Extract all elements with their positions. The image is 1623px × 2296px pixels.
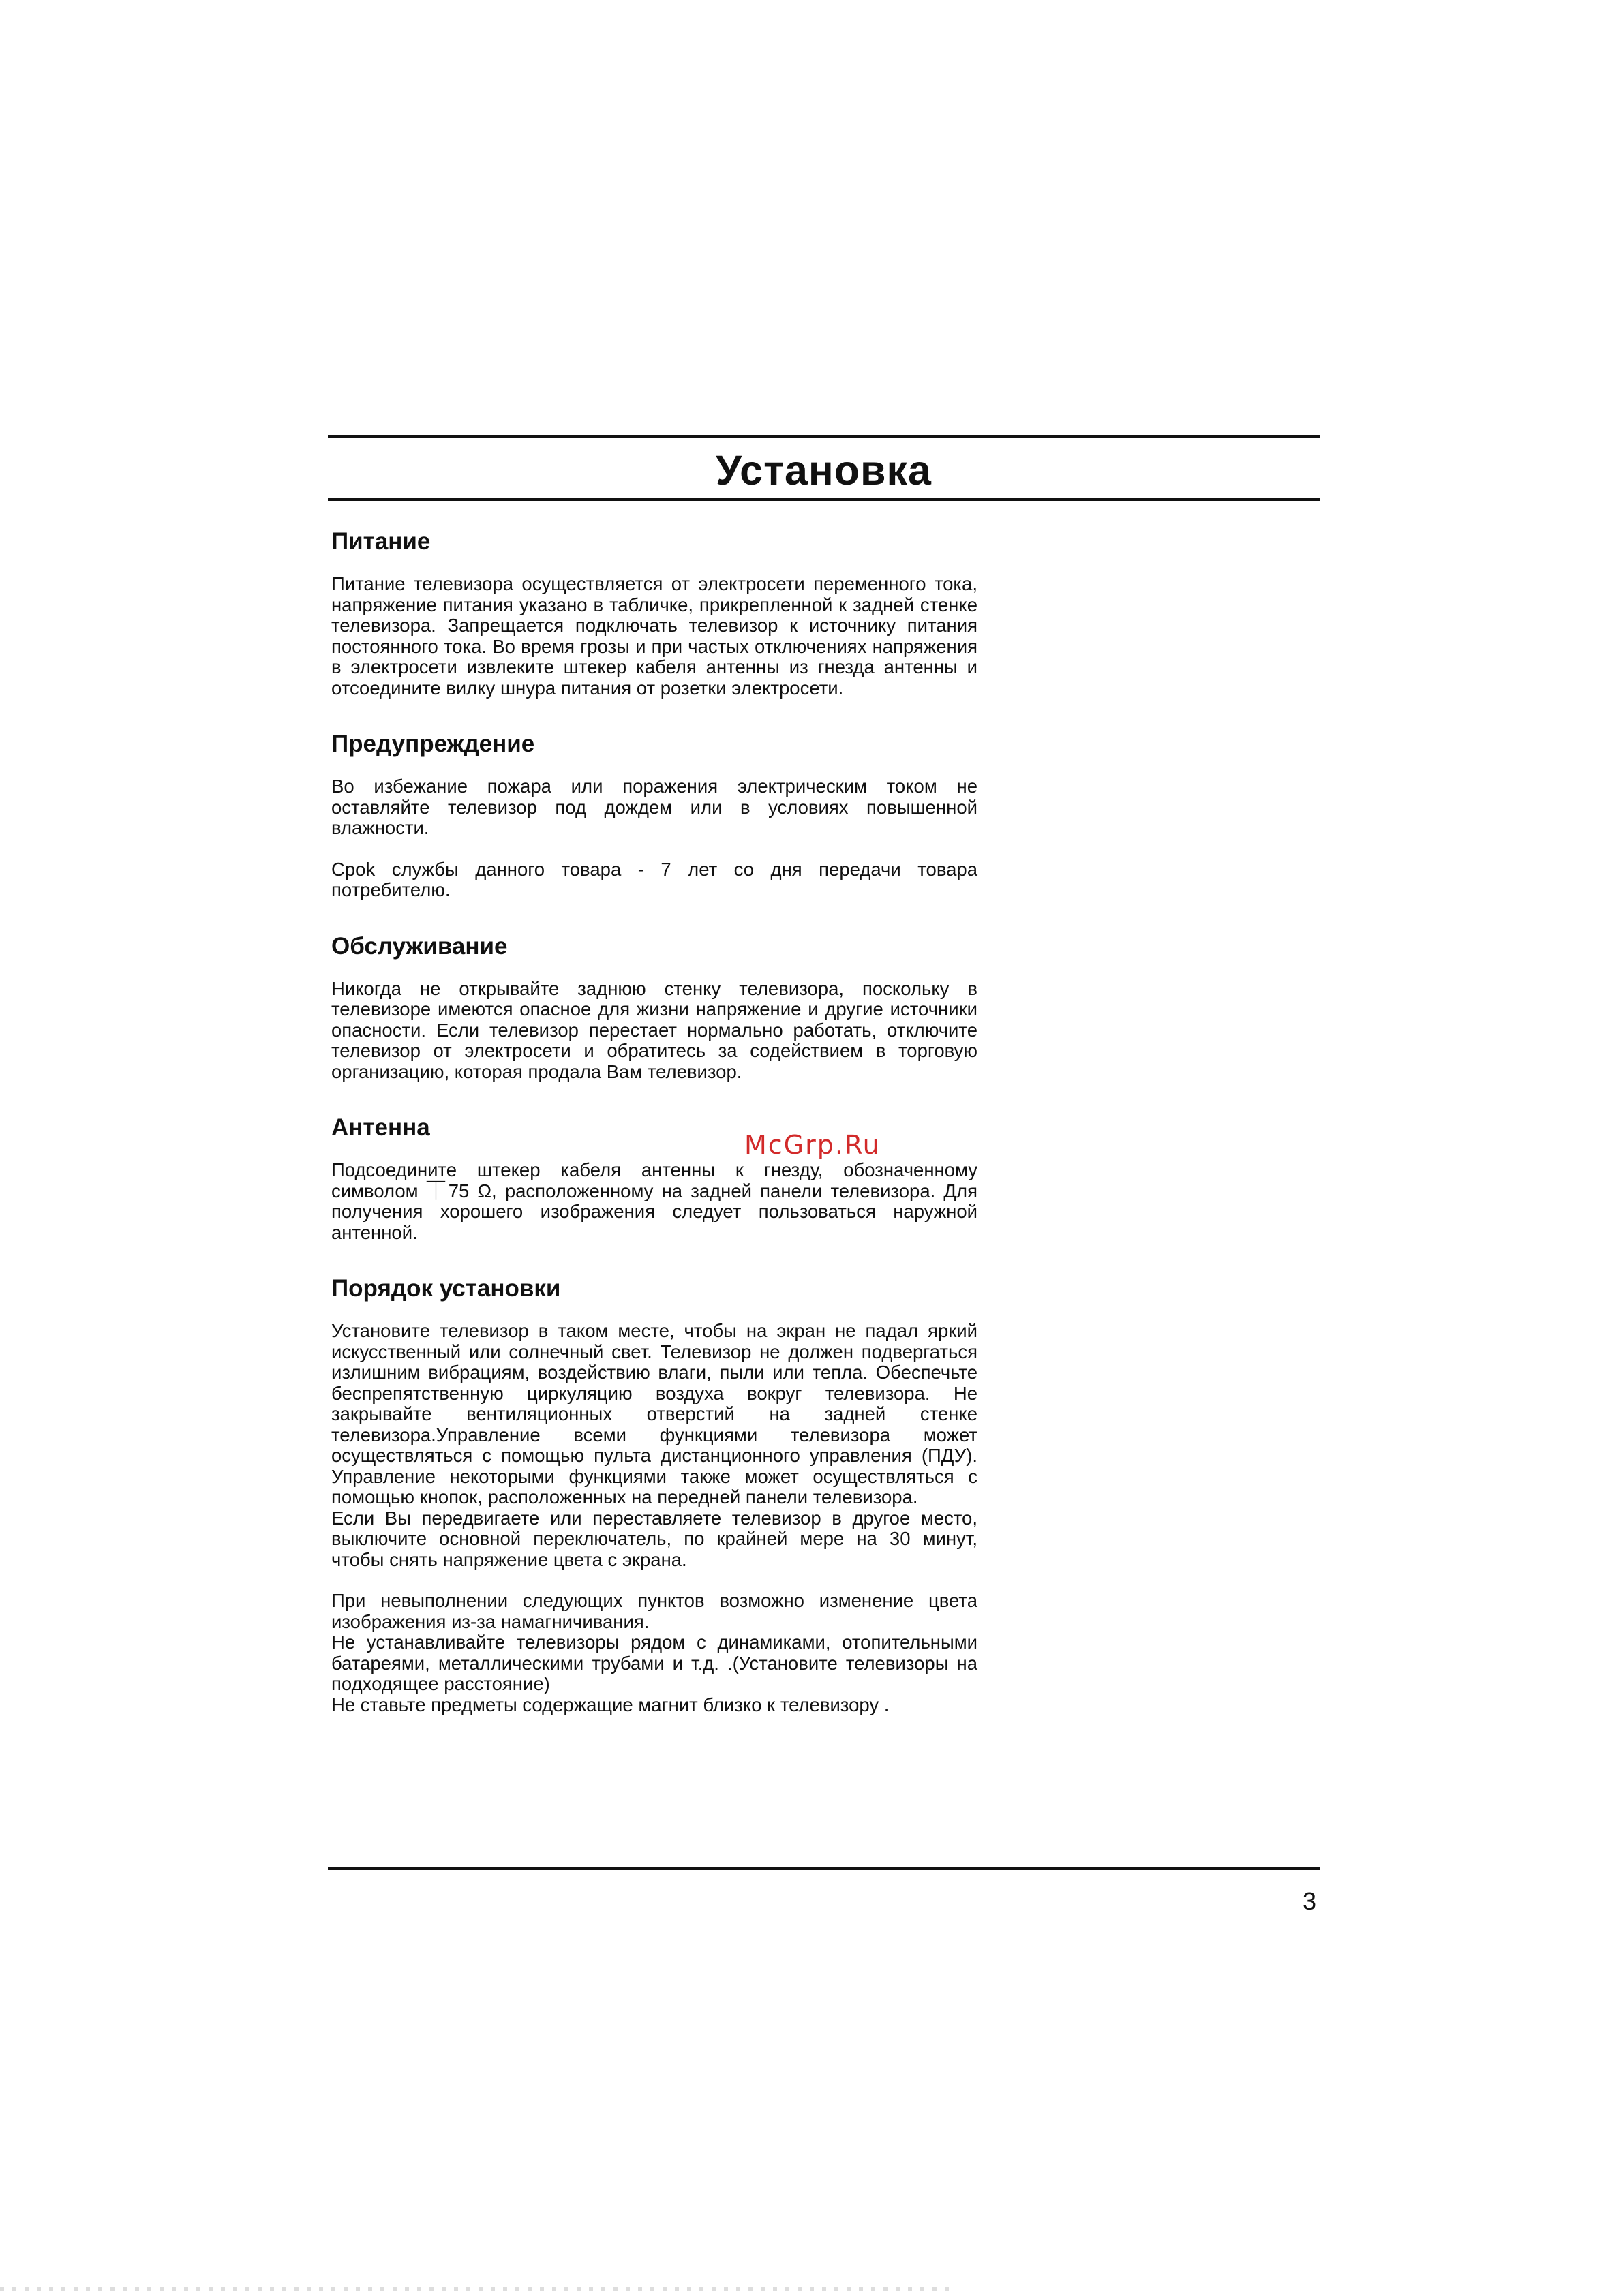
section-heading: Питание: [331, 528, 431, 555]
paragraph: Никогда не открывайте заднюю стенку телевизора, поскольку в телевизоре имеются опасное для жизни напряжение и другие источники опасности. Если телевизор перестает нормально работать, отключите телевизор от электросети и обратитесь за содействием в торговую организацию, которая продала Вам телевизор.: [331, 977, 977, 1082]
section-heading: Антенна: [331, 1114, 430, 1141]
paragraph: Подсоедините штекер кабеля антенны к гнезду, обозначенному символом ⏉75 Ω, расположенному на задней панели телевизора. Для получения хорошего изображения следует пользоваться наружной антенной.: [331, 1159, 977, 1243]
section-heading: Предупреждение: [331, 731, 535, 757]
paragraph: Cpok службы данного товара - 7 лет со дня передачи товара потребителю.: [331, 858, 977, 900]
paragraph: Если Вы передвигаете или переставляете телевизор в другое место, выключите основной переключатель, по крайней мере на 30 минут, чтобы снять напряжение цвета с экрана.: [331, 1507, 977, 1570]
page-title: Установка: [716, 447, 932, 493]
title-top-rule: [328, 435, 1320, 438]
paragraph: Не ставьте предметы содержащие магнит близко к телевизору .: [331, 1694, 890, 1715]
section-heading: Порядок установки: [331, 1275, 561, 1302]
title-bottom-rule: [328, 498, 1320, 501]
scan-artifact: [0, 2287, 954, 2291]
section-antenna: [331, 1111, 977, 1243]
paragraph: Не устанавливайте телевизоры рядом с динамиками, отопительными батареями, металлическими трубами и т.д. .(Установите телевизоры на подходящее расстояние): [331, 1632, 977, 1694]
watermark-text[interactable]: McGrp.Ru: [744, 1130, 881, 1160]
paragraph: При невыполнении следующих пунктов возможно изменение цвета изображения из-за намагничивания.: [331, 1590, 977, 1632]
paragraph: Установите телевизор в таком месте, чтобы на экран не падал яркий искусственный или солнечный свет. Телевизор не должен подвергаться излишним вибрациям, воздействию влаги, пыли или тепла. Обеспечьте беспрепятственную циркуляцию воздуха вокруг телевизора. Не закрывайте вентиляционных отверстий на задней стенке телевизора.Управление всеми функциями телевизора может осуществляться с помощью пульта дистанционного управления (ПДУ). Управление некоторыми функциями также может осуществляться с помощью кнопок, расположенных на передней панели телевизора.: [331, 1320, 977, 1507]
document-body: [331, 525, 977, 1744]
section-service: [331, 930, 977, 1083]
paragraph: Питание телевизора осуществляется от электросети переменного тока, напряжение питания указано в табличке, прикрепленной к задней стенке телевизора. Запрещается подключать телевизор к источнику питания постоянного тока. Во время грозы и при частых отключениях напряжения в электросети извлеките штекер кабеля антенны из гнезда антенны и отсоедините вилку шнура питания от розетки электросети.: [331, 573, 977, 699]
page-number: 3: [1302, 1887, 1316, 1915]
section-power: [331, 525, 977, 699]
footer-rule: [328, 1867, 1320, 1870]
section-warning: [331, 727, 977, 901]
paragraph: Во избежание пожара или поражения электрическим током не оставляйте телевизор под дождем или в условиях повышенной влажности.: [331, 776, 977, 838]
section-installation: [331, 1272, 977, 1715]
section-heading: Обслуживание: [331, 932, 508, 960]
